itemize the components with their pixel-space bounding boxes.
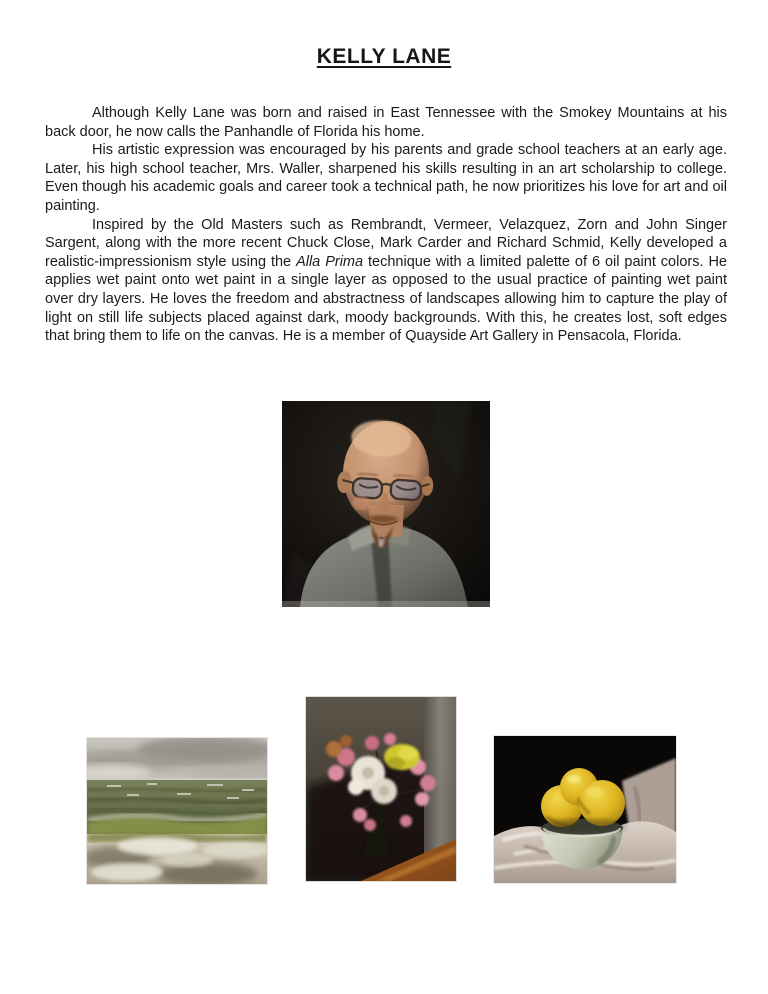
bio-paragraph-3 (45, 216, 727, 346)
bio-paragraph-2: His artistic expression was encouraged by his parents and grade school teachers at an early age. Later, his high school teacher, Mrs. Waller, sharpened his skills resulting in an art scholarship to college. Even though his academic goals and career took a technical path, he now prioritizes his love for art and oil painting. (45, 142, 727, 214)
bio-paragraph-3-lead: Inspired by the Old Masters such as Rembrandt, Vermeer, Velazquez, Zorn and John Singer Sargent, along with the more recent Chuck Close, Mark Carder and Richard Schmid, Kelly developed a realistic-impressionism style using the (45, 216, 727, 270)
page-title (0, 44, 768, 70)
artist-portrait-photo (282, 401, 490, 607)
biography-text (45, 104, 727, 346)
bio-paragraph-1: Although Kelly Lane was born and raised in East Tennessee with the Smokey Mountains at his back door, he now calls the Panhandle of Florida his home. (45, 105, 727, 140)
alla-prima-term: Alla Prima (296, 253, 364, 270)
bio-paragraph-3-rest: technique with a limited palette of 6 oil paint colors. He applies wet paint onto wet paint in a single layer as opposed to the usual practice of painting wet paint over dry layers. He loves the freedom and abstractness of landscapes allowing him to capture the play of light on still life subjects placed against dark, moody backgrounds. With this, he creates lost, soft edges that bring them to life on the canvas. He is a member of Quayside Art Gallery in Pensacola, Florida. (45, 253, 727, 345)
floral-still-life-painting (305, 696, 457, 882)
lemons-still-life-painting (493, 735, 677, 884)
seascape-painting (86, 737, 268, 885)
page-title-text: KELLY LANE (316, 45, 452, 68)
